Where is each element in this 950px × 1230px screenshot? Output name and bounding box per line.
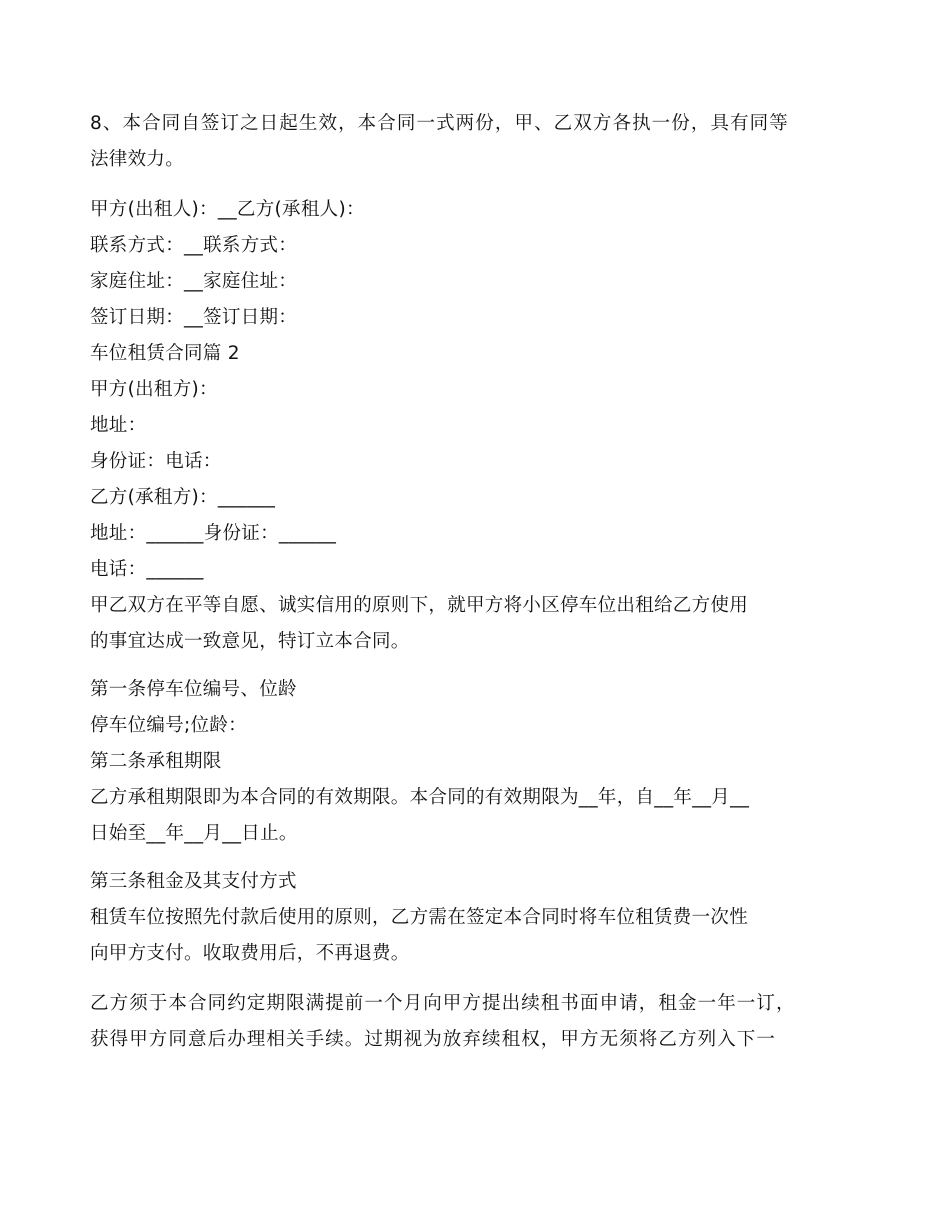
- signature-address-line: 家庭住址：__家庭住址：: [90, 271, 298, 292]
- signature-contact-line: 联系方式：__联系方式：: [90, 235, 298, 256]
- signature-party-line: 甲方(出租人)：__乙方(承租人)：: [90, 199, 365, 220]
- party-a-id-phone: 身份证：电话：: [90, 451, 222, 472]
- article-3-body-line-1: 租赁车位按照先付款后使用的原则，乙方需在签定本合同时将车位租赁费一次性: [90, 907, 749, 928]
- party-b-phone: 电话：______: [90, 559, 204, 580]
- article-3-body-line-2: 向甲方支付。收取费用后，不再退费。: [90, 943, 410, 964]
- preamble-line-2: 的事宜达成一致意见，特订立本合同。: [90, 631, 410, 652]
- article-3-heading: 第三条租金及其支付方式: [90, 871, 297, 892]
- article-2-body-line-2: 日始至__年__月__日止。: [90, 823, 298, 844]
- article-2-heading: 第二条承租期限: [90, 751, 222, 772]
- party-a-line: 甲方(出租方)：: [90, 379, 218, 400]
- article-1-heading: 第一条停车位编号、位龄: [90, 679, 297, 700]
- party-a-address: 地址：: [90, 415, 147, 436]
- party-b-line: 乙方(承租方)：______: [90, 487, 276, 508]
- party-b-address-id: 地址：______身份证：______: [90, 523, 337, 544]
- renewal-line-2: 获得甲方同意后办理相关手续。过期视为放弃续租权，甲方无须将乙方列入下一: [90, 1029, 777, 1050]
- article-2-body-line-1: 乙方承租期限即为本合同的有效期限。本合同的有效期限为__年，自__年__月__: [90, 787, 750, 808]
- article-1-body: 停车位编号;位龄：: [90, 715, 247, 736]
- clause-8-line-2: 法律效力。: [90, 149, 185, 170]
- renewal-line-1: 乙方须于本合同约定期限满提前一个月向甲方提出续租书面申请，租金一年一订，: [90, 993, 796, 1014]
- signature-date-line: 签订日期：__签订日期：: [90, 307, 298, 328]
- section-title: 车位租赁合同篇 2: [90, 343, 240, 364]
- clause-8-line-1: 8、本合同自签订之日起生效，本合同一式两份，甲、乙双方各执一份，具有同等: [90, 113, 789, 134]
- preamble-line-1: 甲乙双方在平等自愿、诚实信用的原则下，就甲方将小区停车位出租给乙方使用: [90, 595, 749, 616]
